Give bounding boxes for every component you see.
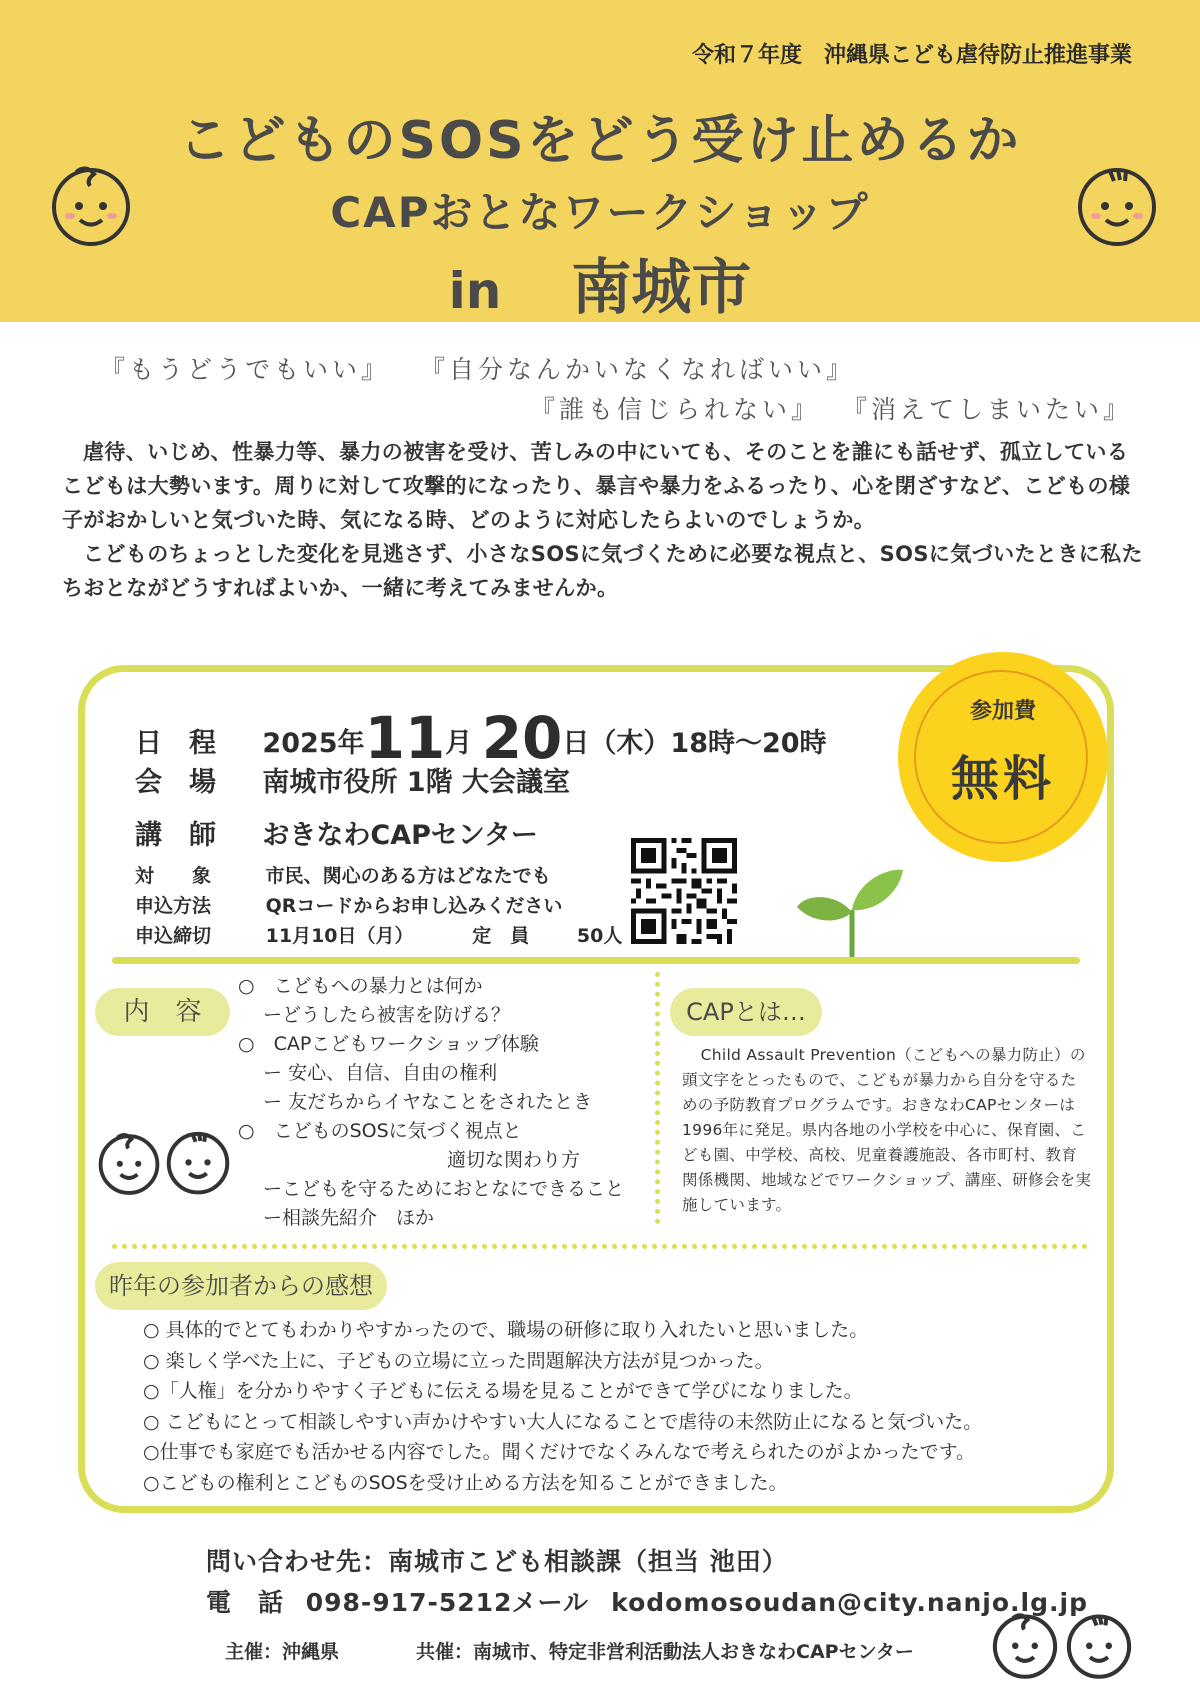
host: 主催：沖縄県 (225, 1641, 340, 1663)
list-item: ○ 具体的でとてもわかりやすかったので、職場の研修に取り入れたいと思いました。 (143, 1319, 869, 1341)
apply-label: 申込方法 (135, 895, 212, 917)
target-value: 市民、関心のある方はどなたでも (265, 865, 551, 887)
phone-number: 098-917-5212 (305, 1588, 513, 1617)
list-item: ○ こどもにとって相談しやすい声かけやすい大人になることで虐待の未然防止になると気づいた。 (143, 1410, 983, 1433)
list-item: ーこどもを守るためにおとなにできること (238, 1178, 625, 1200)
impressions-pill: 昨年の参加者からの感想 (95, 1262, 387, 1310)
baby-face-icon (1064, 1610, 1134, 1680)
quote: 『自分なんかいなくなればいい』 (420, 355, 856, 384)
quote: 『もうどうでもいい』 (100, 355, 391, 384)
date-weekday-time: （木）18時～20時 (589, 728, 827, 759)
deadline-row (135, 921, 622, 948)
contact-phone-mail (206, 1583, 1088, 1619)
list-item: ○こどもの権利とこどものSOSを受け止める方法を知ることができました。 (143, 1471, 788, 1494)
cap-pill: CAPとは… (670, 988, 822, 1036)
venue-value: 南城市役所 1階 大会議室 (262, 767, 570, 798)
target-row (135, 861, 551, 888)
list-item: ○ 楽しく学べた上に、子どもの立場に立った問題解決方法が見つかった。 (143, 1349, 774, 1372)
deadline-label: 申込締切 (135, 925, 212, 947)
quote: 『消えてしまいたい』 (842, 395, 1133, 424)
lecturer-label: 講 師 (135, 820, 216, 851)
workshop-title: CAPおとなワークショップ (330, 188, 870, 237)
target-label: 対 象 (135, 865, 212, 887)
dotted-divider (655, 972, 660, 1224)
list-item: ー相談先紹介 ほか (238, 1207, 435, 1229)
lecturer-row (135, 813, 538, 852)
capacity-label: 定 員 (472, 925, 530, 947)
mail-label: メール (511, 1588, 589, 1617)
apply-row (135, 891, 562, 918)
list-item: ー 友だちからイヤなことをされたとき (238, 1091, 593, 1113)
content-pill: 内 容 (95, 988, 230, 1036)
date-month: 11 (364, 704, 446, 772)
impressions-list (143, 1315, 982, 1498)
list-item: ○「人権」を分かりやすく子どもに伝える場を見ることができて学びになりました。 (143, 1380, 863, 1402)
date-label: 日 程 (135, 728, 216, 759)
list-item: ーどうしたら被害を防げる？ (238, 1004, 511, 1026)
main-title: こどものSOSをどう受け止めるか (178, 111, 1022, 171)
intro-paragraph: こどものちょっとした変化を見逃さず、小さなSOSに気づくために必要な視点と、SOSに気づいたときに私たちおとながどうすればよいか、一緒に考えてみませんか。 (62, 542, 1143, 600)
date-day-unit: 日 (562, 728, 590, 759)
content-list (238, 972, 624, 1233)
quote: 『誰も信じられない』 (530, 395, 821, 424)
list-item: 適切な関わり方 (238, 1149, 581, 1171)
phone-label: 電 話 (206, 1588, 285, 1617)
list-item: ○ こどもへの暴力とは何か (238, 975, 483, 997)
intro-text (62, 435, 1148, 605)
location-title (0, 240, 1200, 326)
list-item: ー 安心、自信、自由の権利 (238, 1062, 498, 1084)
venue-label: 会 場 (135, 767, 216, 798)
deadline-value: 11月10日（月） (265, 925, 414, 947)
fee-value: 無料 (950, 751, 1055, 807)
list-item: ○ CAPこどもワークショップ体験 (238, 1033, 539, 1055)
sprout-icon (795, 862, 905, 962)
location-city: 南城市 (571, 253, 752, 323)
date-day: 20 (481, 704, 563, 772)
baby-face-icon (990, 1610, 1060, 1680)
baby-face-icon (1074, 162, 1160, 248)
date-month-unit: 月 (445, 728, 473, 759)
contact-line: 問い合わせ先：南城市こども相談課（担当 池田） (206, 1547, 788, 1576)
baby-face-icon (96, 1130, 162, 1196)
divider (112, 957, 1080, 964)
location-in: in (448, 262, 502, 320)
intro-paragraph: 虐待、いじめ、性暴力等、暴力の被害を受け、苦しみの中にいても、そのことを誰にも話せず、孤立しているこどもは大勢います。周りに対して攻撃的になったり、暴言や暴力をふるったり、心を閉ざすなど、こどもの様子がおかしいと気づいた時、気になる時、どのように対応したらよいのでしょうか。 (62, 440, 1131, 532)
date-year: 2025年 (262, 728, 365, 759)
list-item: ○仕事でも家庭でも活かせる内容でした。聞くだけでなくみんなで考えられたのがよかったです。 (143, 1441, 976, 1463)
header-subtitle: 令和７年度 沖縄県こども虐待防止推進事業 (691, 43, 1132, 68)
capacity-value: 50人 (576, 925, 623, 947)
baby-face-icon (48, 162, 134, 248)
mail-address[interactable]: kodomosoudan@city.nanjo.lg.jp (611, 1588, 1088, 1617)
cohost: 共催：南城市、特定非営利活動法人おきなわCAPセンター (416, 1641, 914, 1663)
venue-row (135, 760, 570, 799)
qr-code-icon[interactable] (631, 838, 737, 944)
cap-description: Child Assault Prevention（こどもへの暴力防止）の頭文字をとったもので、こどもが暴力から自分を守るための予防教育プログラムです。おきなわCAPセンターは1996年に発足。県内各地の小学校を中心に、保育園、こども園、中学校、高校、児童養護施設、各市町村、教育関係機関、地域などでワークショップ、講座、研修会を実施しています。 (682, 1046, 1092, 1214)
dotted-divider (112, 1244, 1088, 1249)
baby-face-icon (164, 1124, 232, 1196)
list-item: ○ こどものSOSに気づく視点と (238, 1120, 522, 1142)
lecturer-value: おきなわCAPセンター (262, 820, 538, 851)
apply-value: QRコードからお申し込みください (265, 895, 563, 917)
fee-label: 参加費 (969, 699, 1036, 724)
